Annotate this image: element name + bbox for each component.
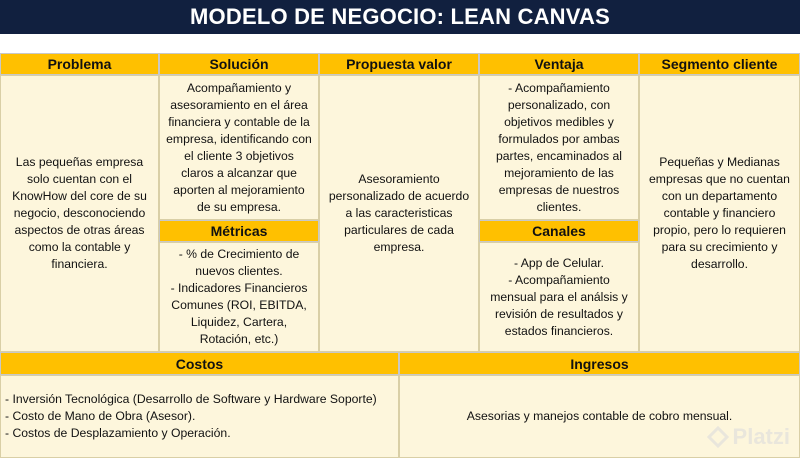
solucion-text: Acompañamiento y asesoramiento en el área financiera y contable de la empresa, identificando con el cliente 3 objetivos claros a alcanzar que aporten al mejoramiento de su empresa.	[166, 80, 312, 214]
problema-text: Las pequeñas empresa solo cuentan con el KnowHow del core de su negocio, desconociendo aspectos de otras áreas como la contable y financiera.	[12, 155, 147, 271]
header-ingresos: Ingresos	[399, 352, 800, 375]
ventaja-text: - Acompañamiento personalizado, con objetivos medibles y formulados por ambas partes, encaminados al mejoramiento de las empresas de nuestros clientes.	[495, 80, 622, 214]
problema-cell	[0, 75, 159, 352]
header-ventaja: Ventaja	[479, 53, 639, 75]
header-solucion: Solución	[159, 53, 319, 75]
canales-cell	[479, 242, 639, 352]
metricas-text: - % de Crecimiento de nuevos clientes. - Indicadores Financieros Comunes (ROI, EBITDA, Liquidez, Cartera, Rotación, etc.)	[170, 247, 308, 346]
propuesta-text: Asesoramiento personalizado de acuerdo a las caracteristicas particulares de cada empresa.	[328, 172, 470, 254]
segmento-cell	[639, 75, 800, 352]
canales-text: - App de Celular. - Acompañamiento mensual para el análsis y revisión de resultados y estados financieros.	[490, 255, 628, 338]
solucion-cell	[159, 75, 319, 220]
page-title-text: MODELO DE NEGOCIO: LEAN CANVAS	[190, 4, 610, 29]
header-problema: Problema	[0, 53, 159, 75]
metricas-cell	[159, 242, 319, 352]
ventaja-cell	[479, 75, 639, 220]
platzi-logo-icon	[707, 426, 729, 448]
costos-text: - Inversión Tecnológica (Desarrollo de Software y Hardware Soporte) - Costo de Mano de Obra (Asesor). - Costos de Desplazamiento y Operación.	[5, 392, 377, 440]
propuesta-cell	[319, 75, 479, 352]
ingresos-text: Asesorias y manejos contable de cobro mensual.	[466, 409, 733, 423]
page-title	[0, 0, 800, 34]
platzi-watermark: Platzi	[707, 424, 790, 450]
header-propuesta: Propuesta valor	[319, 53, 479, 75]
header-metricas: Métricas	[159, 220, 319, 242]
costos-cell	[0, 375, 399, 458]
header-costos: Costos	[0, 352, 399, 375]
header-canales: Canales	[479, 220, 639, 242]
header-segmento: Segmento cliente	[639, 53, 800, 75]
segmento-text: Pequeñas y Medianas empresas que no cuentan con un departamento contable y financiero propio, pero lo requieren para su crecimiento y desarrollo.	[649, 155, 790, 271]
